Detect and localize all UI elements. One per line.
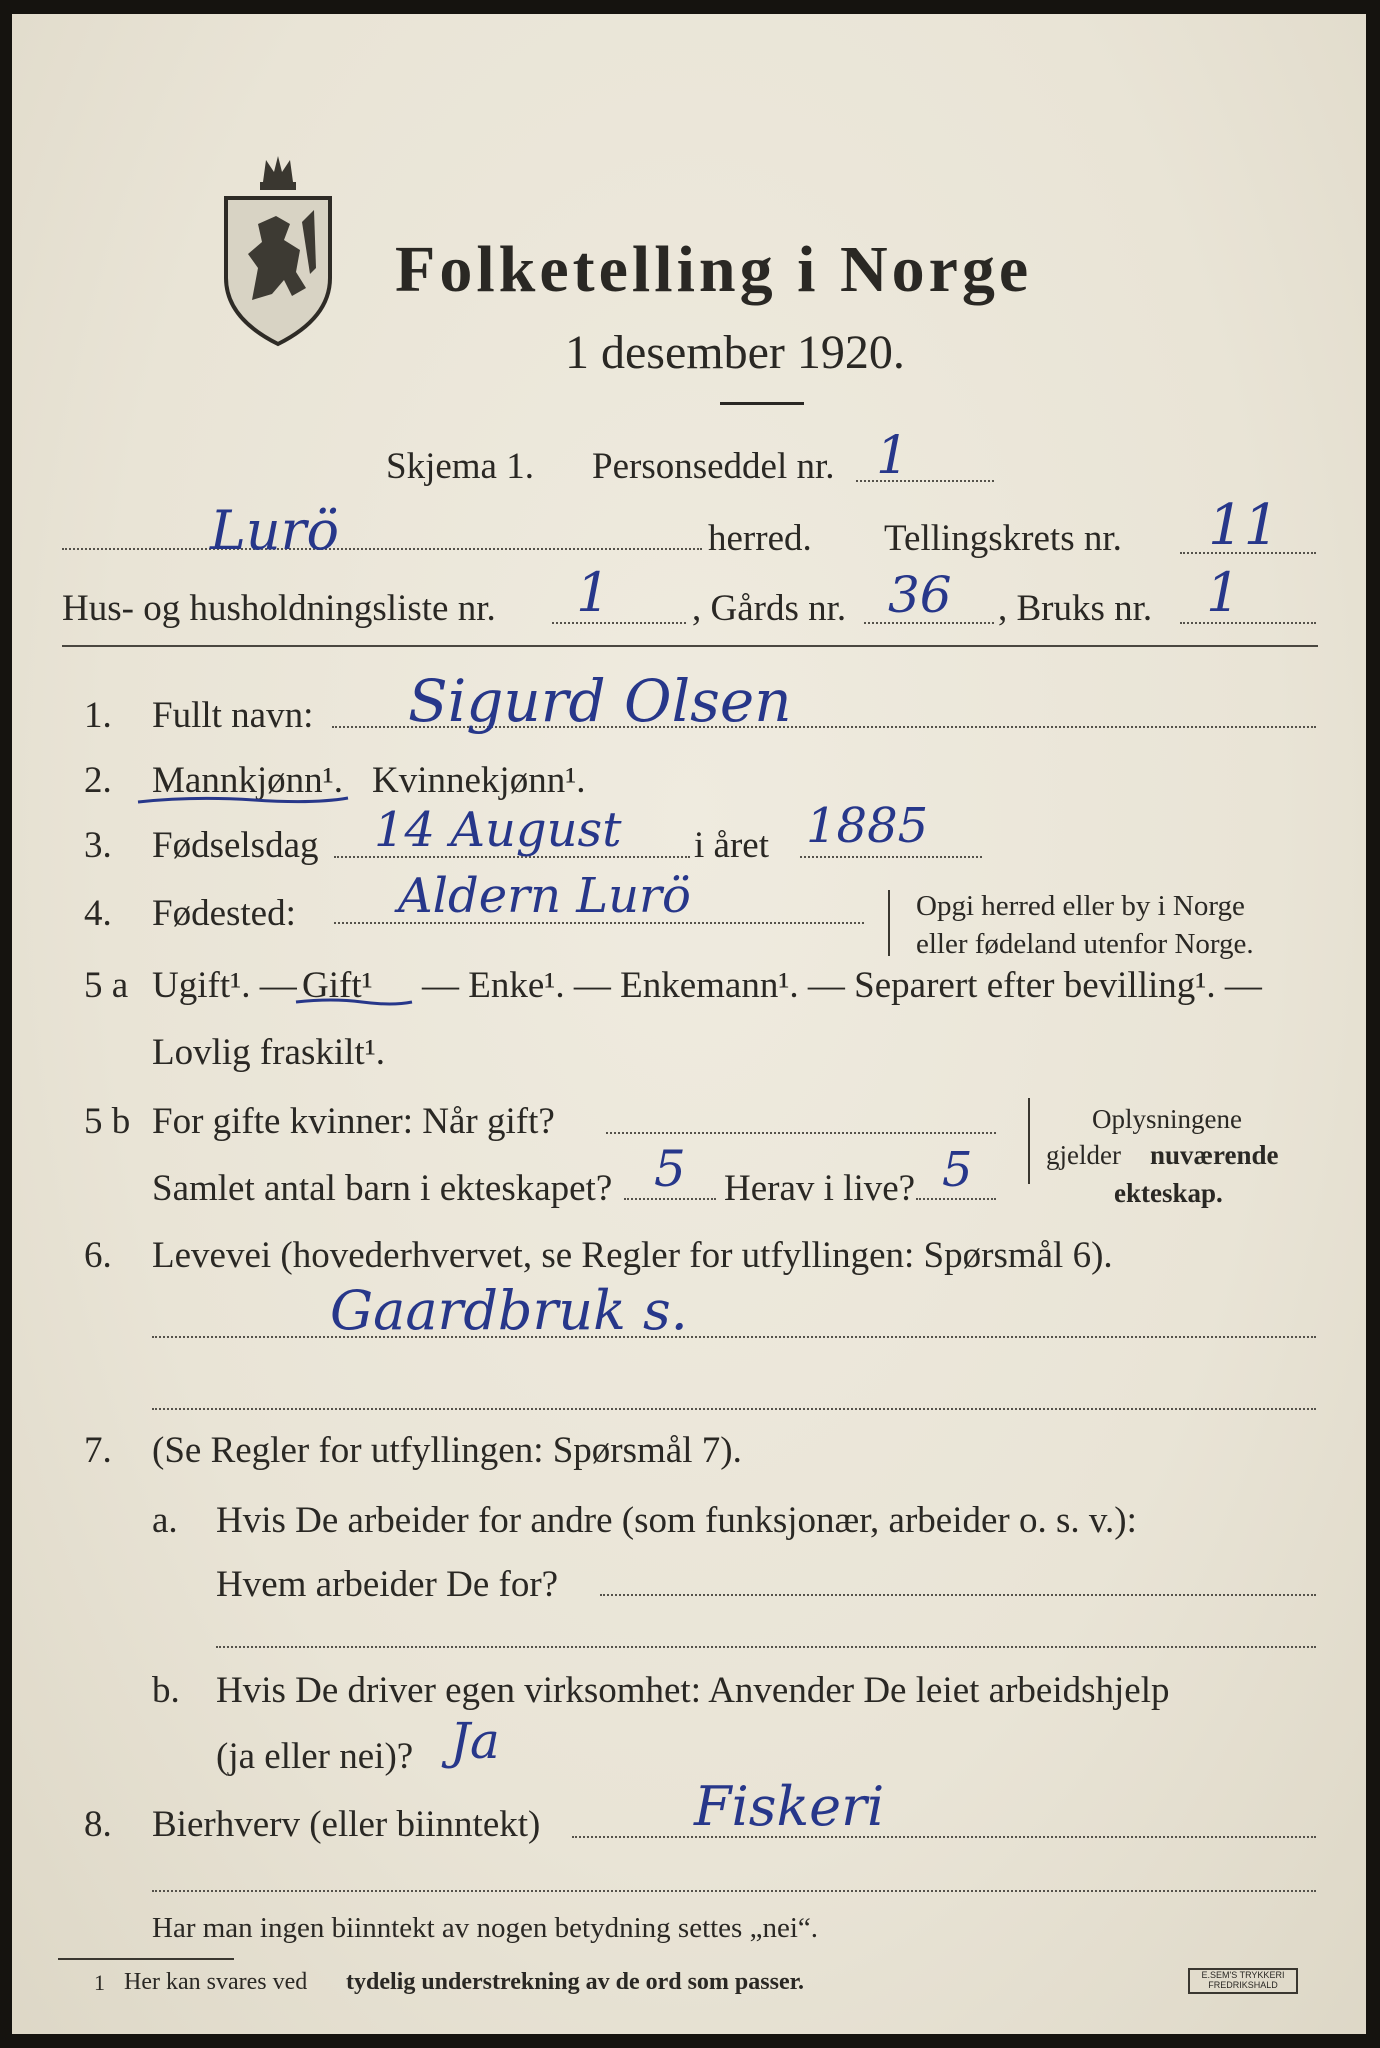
herred-value: Lurö bbox=[210, 499, 339, 562]
q3-number: 3. bbox=[84, 825, 112, 866]
gards-value: 36 bbox=[888, 566, 952, 624]
marital-option-fraskilt[interactable]: Lovlig fraskilt¹. bbox=[152, 1032, 386, 1073]
bruks-value: 1 bbox=[1206, 561, 1241, 624]
employer-field[interactable] bbox=[600, 1594, 1316, 1596]
gards-label: , Gårds nr. bbox=[692, 588, 847, 629]
occupation-field-line2[interactable] bbox=[152, 1408, 1316, 1410]
q3-label: Fødselsdag bbox=[152, 825, 319, 866]
married-when-field[interactable] bbox=[606, 1132, 996, 1134]
q2-number: 2. bbox=[84, 760, 112, 801]
coat-of-arms-icon bbox=[218, 150, 338, 350]
q1-number: 1. bbox=[84, 695, 112, 736]
side-income-value: Fiskeri bbox=[694, 1775, 885, 1838]
q4-number: 4. bbox=[84, 893, 112, 934]
census-date: 1 desember 1920. bbox=[565, 326, 905, 379]
q7b-hire-label: (ja eller nei)? bbox=[216, 1736, 414, 1777]
birthplace-note-line1: Opgi herred eller by i Norge bbox=[916, 890, 1245, 922]
q6-label: Levevei (hovederhvervet, se Regler for utfyllingen: Spørsmål 6). bbox=[152, 1235, 1113, 1276]
side-income-field[interactable] bbox=[572, 1836, 1316, 1838]
q4-label: Fødested: bbox=[152, 893, 296, 934]
birthday-value: 14 August bbox=[374, 802, 622, 858]
q3-year-label: i året bbox=[694, 825, 769, 866]
marital-option-gift[interactable]: Gift¹ bbox=[302, 965, 373, 1006]
husliste-value: 1 bbox=[576, 561, 611, 624]
marital-options-rest[interactable]: — Enke¹. — Enkemann¹. — Separert efter bevilling¹. — bbox=[422, 965, 1262, 1006]
children-alive-field[interactable] bbox=[916, 1198, 996, 1200]
employer-field-line2[interactable] bbox=[216, 1646, 1316, 1648]
children-count-value: 5 bbox=[654, 1140, 686, 1198]
q5b-label: For gifte kvinner: Når gift? bbox=[152, 1101, 555, 1142]
q7b-label: Hvis De driver egen virksomhet: Anvender De leiet arbeidshjelp bbox=[216, 1670, 1170, 1711]
side-income-field-line2[interactable] bbox=[152, 1890, 1316, 1892]
printer-stamp-line2: FREDRIKSHALD bbox=[1208, 1980, 1278, 1990]
footnote-text-b: tydelig understrekning av de ord som passer. bbox=[346, 1969, 805, 1995]
form-title: Folketelling i Norge bbox=[395, 233, 1033, 306]
q7b-letter: b. bbox=[152, 1670, 180, 1711]
q7a-employer-label: Hvem arbeider De for? bbox=[216, 1564, 559, 1605]
q8-number: 8. bbox=[84, 1804, 112, 1845]
q6-number: 6. bbox=[84, 1235, 112, 1276]
side-income-note: Har man ingen biinntekt av nogen betydning settes „nei“. bbox=[152, 1912, 819, 1944]
marriage-note-line3: ekteskap. bbox=[1114, 1178, 1223, 1208]
printer-stamp-line1: E.SEM'S TRYKKERI bbox=[1201, 1970, 1285, 1980]
sex-option-female[interactable]: Kvinnekjønn¹. bbox=[372, 760, 586, 801]
birth-year-value: 1885 bbox=[806, 798, 929, 854]
personseddel-value: 1 bbox=[876, 426, 910, 486]
tellingskrets-value: 11 bbox=[1208, 493, 1280, 558]
children-alive-value: 5 bbox=[942, 1142, 973, 1198]
footnote-text-a: Her kan svares ved bbox=[124, 1969, 308, 1995]
tellingskrets-label: Tellingskrets nr. bbox=[884, 518, 1122, 559]
marriage-note-line2b: nuværende bbox=[1150, 1140, 1279, 1170]
q7a-letter: a. bbox=[152, 1500, 178, 1541]
q5a-number: 5 a bbox=[84, 965, 129, 1006]
birthplace-note-line2: eller fødeland utenfor Norge. bbox=[916, 928, 1254, 960]
marriage-note-line2a: gjelder bbox=[1046, 1140, 1121, 1170]
header-separator bbox=[62, 645, 1318, 647]
full-name-value: Sigurd Olsen bbox=[408, 667, 792, 735]
herred-field[interactable] bbox=[62, 548, 702, 550]
husliste-label: Hus- og husholdningsliste nr. bbox=[62, 588, 496, 629]
herred-label: herred. bbox=[708, 518, 812, 559]
marriage-note-brace bbox=[1028, 1098, 1040, 1184]
q5b-alive-label: Herav i live? bbox=[724, 1168, 916, 1209]
q7-number: 7. bbox=[84, 1430, 112, 1471]
footnote-rule bbox=[58, 1958, 234, 1960]
occupation-value: Gaardbruk s. bbox=[330, 1279, 688, 1342]
q7a-label: Hvis De arbeider for andre (som funksjonær, arbeider o. s. v.): bbox=[216, 1500, 1137, 1541]
footnote-mark: 1 bbox=[94, 1970, 105, 1995]
husliste-field[interactable] bbox=[552, 622, 686, 624]
title-divider bbox=[720, 402, 804, 405]
scan-border-top bbox=[0, 0, 1380, 14]
scan-border-right bbox=[1366, 0, 1380, 2048]
q1-label: Fullt navn: bbox=[152, 695, 314, 736]
personseddel-label: Personseddel nr. bbox=[592, 446, 835, 487]
birth-year-field[interactable] bbox=[800, 856, 982, 858]
bruks-field[interactable] bbox=[1180, 622, 1316, 624]
male-underline-mark bbox=[134, 792, 354, 808]
q5b-children-label: Samlet antal barn i ekteskapet? bbox=[152, 1168, 613, 1209]
scan-border-left bbox=[0, 0, 12, 2048]
children-count-field[interactable] bbox=[624, 1198, 716, 1200]
occupation-field-line1[interactable] bbox=[152, 1336, 1316, 1338]
q7-label: (Se Regler for utfyllingen: Spørsmål 7). bbox=[152, 1430, 742, 1471]
scan-border-bottom bbox=[0, 2034, 1380, 2048]
q8-label: Bierhverv (eller biinntekt) bbox=[152, 1804, 541, 1845]
birthplace-note-brace bbox=[888, 890, 900, 956]
sex-option-male[interactable]: Mannkjønn¹. bbox=[152, 760, 343, 801]
gift-underline-mark bbox=[292, 994, 416, 1010]
bruks-label: , Bruks nr. bbox=[998, 588, 1153, 629]
hired-help-value: Ja bbox=[450, 1712, 500, 1770]
birthplace-value: Aldern Lurö bbox=[398, 868, 691, 924]
skjema-label: Skjema 1. bbox=[386, 446, 534, 487]
marriage-note-line1: Oplysningene bbox=[1092, 1104, 1242, 1134]
q5b-number: 5 b bbox=[84, 1101, 131, 1142]
printer-stamp bbox=[1188, 1968, 1298, 1994]
marital-option-ugift[interactable]: Ugift¹. — bbox=[152, 965, 297, 1006]
